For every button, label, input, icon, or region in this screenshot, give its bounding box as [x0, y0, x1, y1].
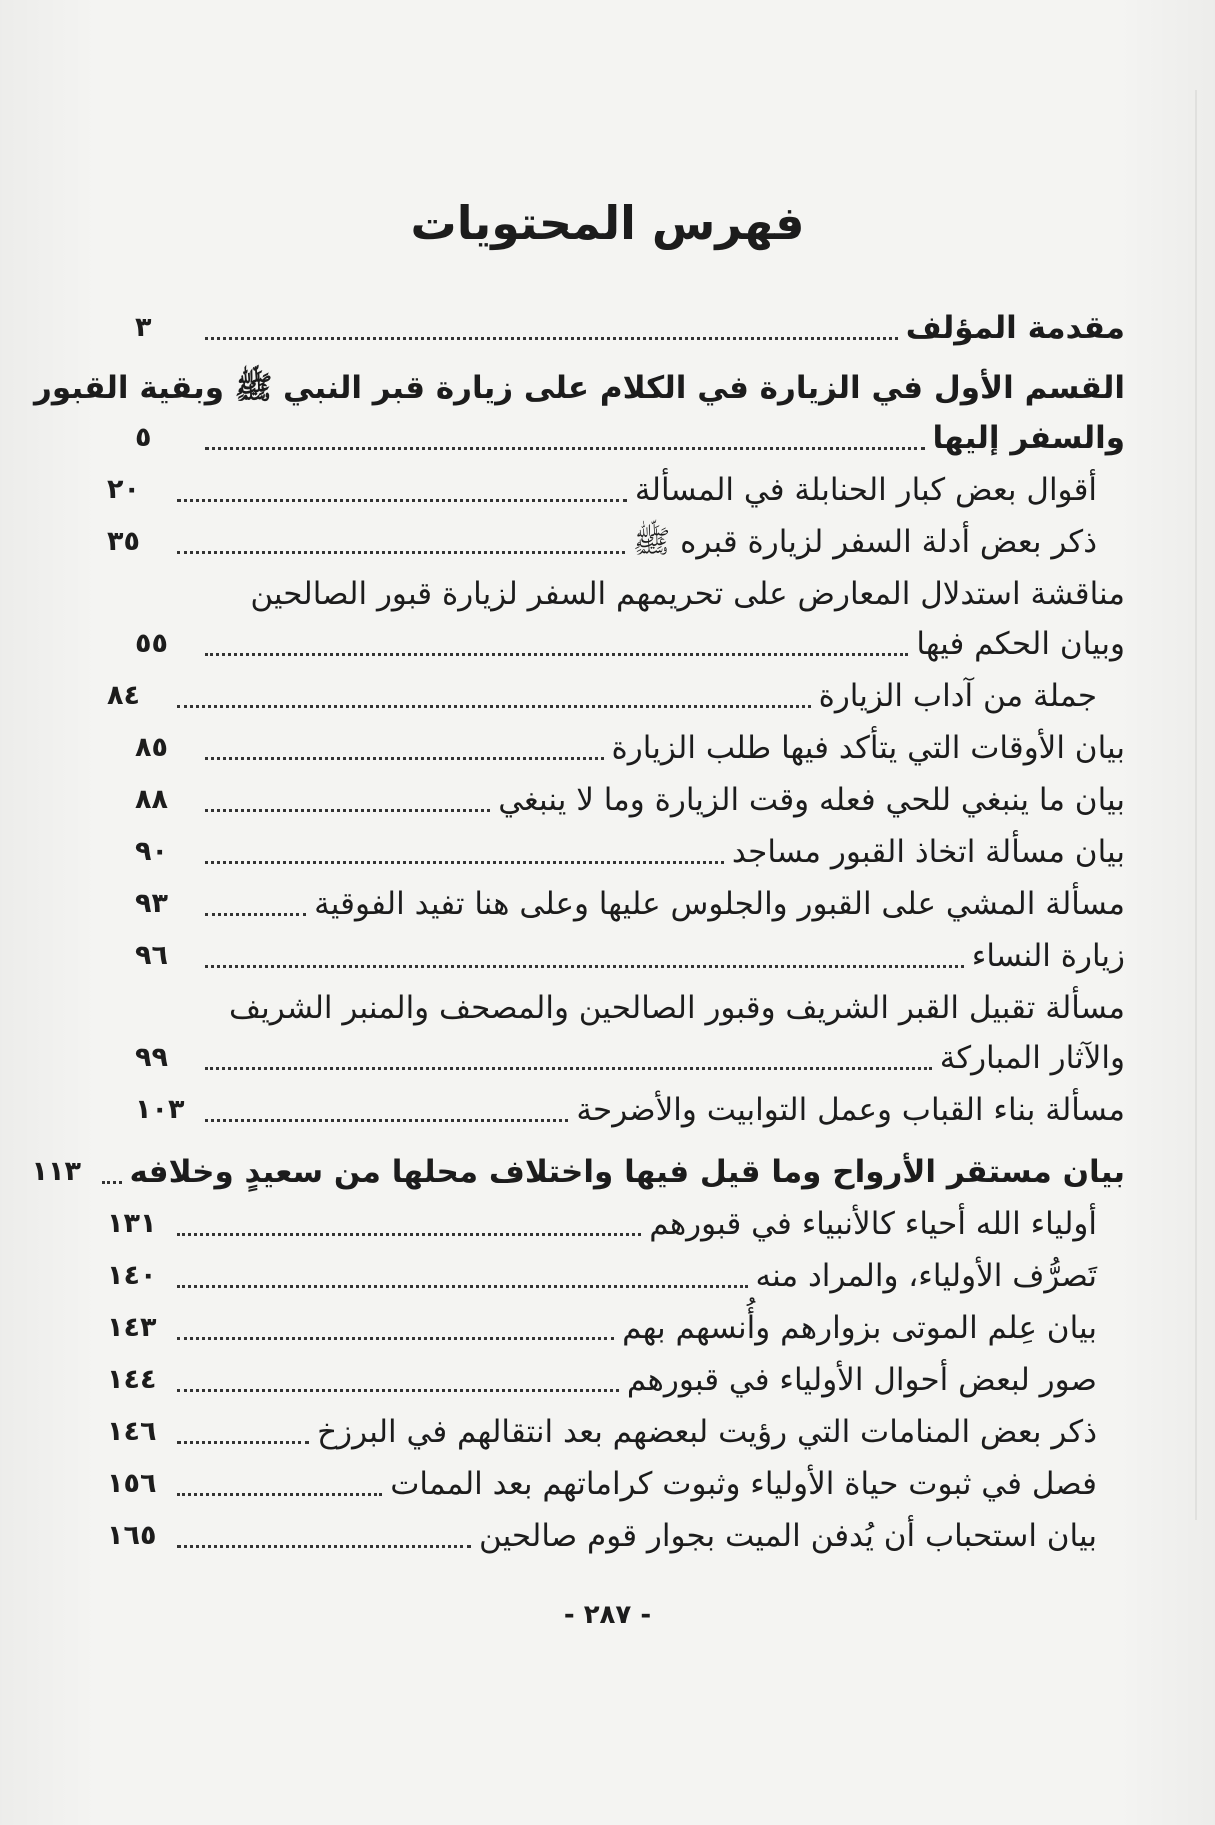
toc-page-number: ٩٦ [135, 940, 168, 971]
dot-leader [177, 551, 625, 554]
toc-line [107, 1458, 1125, 1510]
table-of-contents [31, 302, 1125, 1562]
dot-leader [205, 965, 964, 968]
dot-leader [177, 1337, 614, 1340]
toc-entry-text: صور لبعض أحوال الأولياء في قبورهم [626, 1362, 1097, 1398]
toc-page-number: ١٦٥ [107, 1520, 157, 1551]
toc-page-number: ٢٠ [107, 474, 140, 505]
toc-line [107, 1198, 1125, 1250]
toc-entry-text: تَصرُّف الأولياء، والمراد منه [755, 1258, 1097, 1294]
toc-entry [135, 878, 1125, 930]
toc-page-number: ١٠٣ [135, 1094, 185, 1125]
toc-entry-text-line2: والسفر إليها [932, 420, 1125, 456]
dot-leader [205, 447, 925, 450]
toc-page-number: ١٥٦ [107, 1468, 157, 1499]
toc-line [135, 618, 1125, 670]
toc-entry-text-line2: والآثار المباركة [939, 1040, 1125, 1076]
toc-page-number: ١٤٦ [107, 1416, 157, 1447]
toc-entry [107, 1406, 1125, 1458]
toc-entry [135, 930, 1125, 982]
toc-entry [135, 1084, 1125, 1136]
toc-page-number: ٩٩ [135, 1042, 168, 1073]
toc-entry [31, 1146, 1125, 1198]
dot-leader [177, 1441, 309, 1444]
dot-leader [177, 1545, 471, 1548]
toc-entry [107, 516, 1125, 568]
toc-entry-text-line1: مسألة تقبيل القبر الشريف وقبور الصالحين والمصحف والمنبر الشريف [229, 990, 1125, 1026]
toc-entry [107, 1354, 1125, 1406]
bleed-through-line [1195, 90, 1197, 1520]
toc-entry [135, 982, 1125, 1084]
toc-page-number: ٩٣ [135, 888, 168, 919]
toc-entry-text: زيارة النساء [971, 938, 1125, 974]
toc-entry-text-line1: مناقشة استدلال المعارض على تحريمهم السفر لزيارة قبور الصالحين [250, 576, 1125, 612]
toc-line [107, 1302, 1125, 1354]
toc-entry-text: بيان استحباب أن يُدفن الميت بجوار قوم صالحين [478, 1518, 1097, 1554]
toc-entry [107, 1510, 1125, 1562]
toc-line [107, 1510, 1125, 1562]
toc-page-number: ٣ [135, 312, 152, 343]
dot-leader [205, 861, 724, 864]
toc-entry [34, 362, 1125, 464]
toc-line [135, 1084, 1125, 1136]
toc-entry [107, 464, 1125, 516]
dot-leader [205, 337, 898, 340]
toc-entry-text: بيان مسألة اتخاذ القبور مساجد [731, 834, 1125, 870]
toc-entry-text: جملة من آداب الزيارة [818, 678, 1097, 714]
toc-page-number: ١٤٠ [107, 1260, 157, 1291]
toc-entry-text: أولياء الله أحياء كالأنبياء في قبورهم [649, 1206, 1097, 1242]
dot-leader [205, 913, 306, 916]
toc-entry-text: أقوال بعض كبار الحنابلة في المسألة [634, 472, 1097, 508]
dot-leader [205, 809, 490, 812]
dot-leader [177, 1493, 382, 1496]
dot-leader [177, 705, 811, 708]
toc-line [107, 670, 1125, 722]
toc-line [135, 930, 1125, 982]
toc-page-number: ٨٤ [107, 680, 140, 711]
toc-entry [107, 1458, 1125, 1510]
toc-page-number: ١٣١ [107, 1208, 157, 1239]
dot-leader [205, 1119, 568, 1122]
toc-line [135, 774, 1125, 826]
toc-line [107, 516, 1125, 568]
toc-line [135, 302, 1125, 354]
toc-entry [107, 1198, 1125, 1250]
toc-entry [107, 1250, 1125, 1302]
toc-entry-text: ذكر بعض المنامات التي رؤيت لبعضهم بعد انتقالهم في البرزخ [317, 1414, 1097, 1450]
toc-entry-text-line2: وبيان الحكم فيها [916, 626, 1125, 662]
toc-line [135, 412, 1125, 464]
page-title: فهرس المحتويات [410, 196, 805, 250]
toc-entry [135, 826, 1125, 878]
toc-entry [135, 722, 1125, 774]
toc-page-number: ٩٠ [135, 836, 168, 867]
toc-line [135, 826, 1125, 878]
dot-leader [205, 757, 604, 760]
toc-line [107, 1406, 1125, 1458]
toc-page-number: ٥٥ [135, 628, 168, 659]
toc-entry [107, 1302, 1125, 1354]
toc-entry-text: فصل في ثبوت حياة الأولياء وثبوت كراماتهم بعد الممات [390, 1466, 1097, 1502]
toc-entry-text: بيان الأوقات التي يتأكد فيها طلب الزيارة [611, 730, 1125, 766]
toc-page-number: ١٤٣ [107, 1312, 157, 1343]
toc-line [107, 1354, 1125, 1406]
toc-page-number: ٨٨ [135, 784, 168, 815]
toc-entry-text: مسألة المشي على القبور والجلوس عليها وعلى هنا تفيد الفوقية [314, 886, 1125, 922]
toc-page-number: ١٤٤ [107, 1364, 157, 1395]
toc-entry [135, 302, 1125, 354]
toc-entry-text: مسألة بناء القباب وعمل التوابيت والأضرحة [576, 1092, 1125, 1128]
dot-leader [205, 1067, 932, 1070]
page-footer-number: - ٢٨٧ - [563, 1600, 652, 1630]
dot-leader [177, 499, 627, 502]
toc-entry [135, 774, 1125, 826]
toc-line [107, 1250, 1125, 1302]
toc-line [107, 464, 1125, 516]
dot-leader [177, 1389, 619, 1392]
toc-line [135, 1032, 1125, 1084]
dot-leader [205, 653, 908, 656]
dot-leader [102, 1181, 122, 1184]
toc-entry-text: ذكر بعض أدلة السفر لزيارة قبره ﷺ [632, 524, 1097, 560]
toc-entry [135, 568, 1125, 670]
toc-entry [107, 670, 1125, 722]
toc-entry-text-line1: القسم الأول في الزيارة في الكلام على زيارة قبر النبي ﷺ وبقية القبور [34, 370, 1125, 406]
toc-page-number: ٥ [135, 422, 152, 453]
toc-line [135, 878, 1125, 930]
toc-entry-text: بيان ما ينبغي للحي فعله وقت الزيارة وما لا ينبغي [498, 782, 1125, 818]
dot-leader [177, 1285, 748, 1288]
toc-line [135, 722, 1125, 774]
toc-page-number: ٨٥ [135, 732, 168, 763]
toc-page-number: ٣٥ [107, 526, 140, 557]
toc-entry-text: بيان عِلم الموتى بزوارهم وأُنسهم بهم [622, 1310, 1097, 1346]
toc-line [31, 1146, 1125, 1198]
toc-page-number: ١١٣ [31, 1156, 81, 1187]
dot-leader [177, 1233, 641, 1236]
toc-entry-text: مقدمة المؤلف [905, 310, 1125, 346]
toc-entry-text: بيان مستقر الأرواح وما قيل فيها واختلاف محلها من سعيدٍ وخلافه [129, 1154, 1125, 1190]
